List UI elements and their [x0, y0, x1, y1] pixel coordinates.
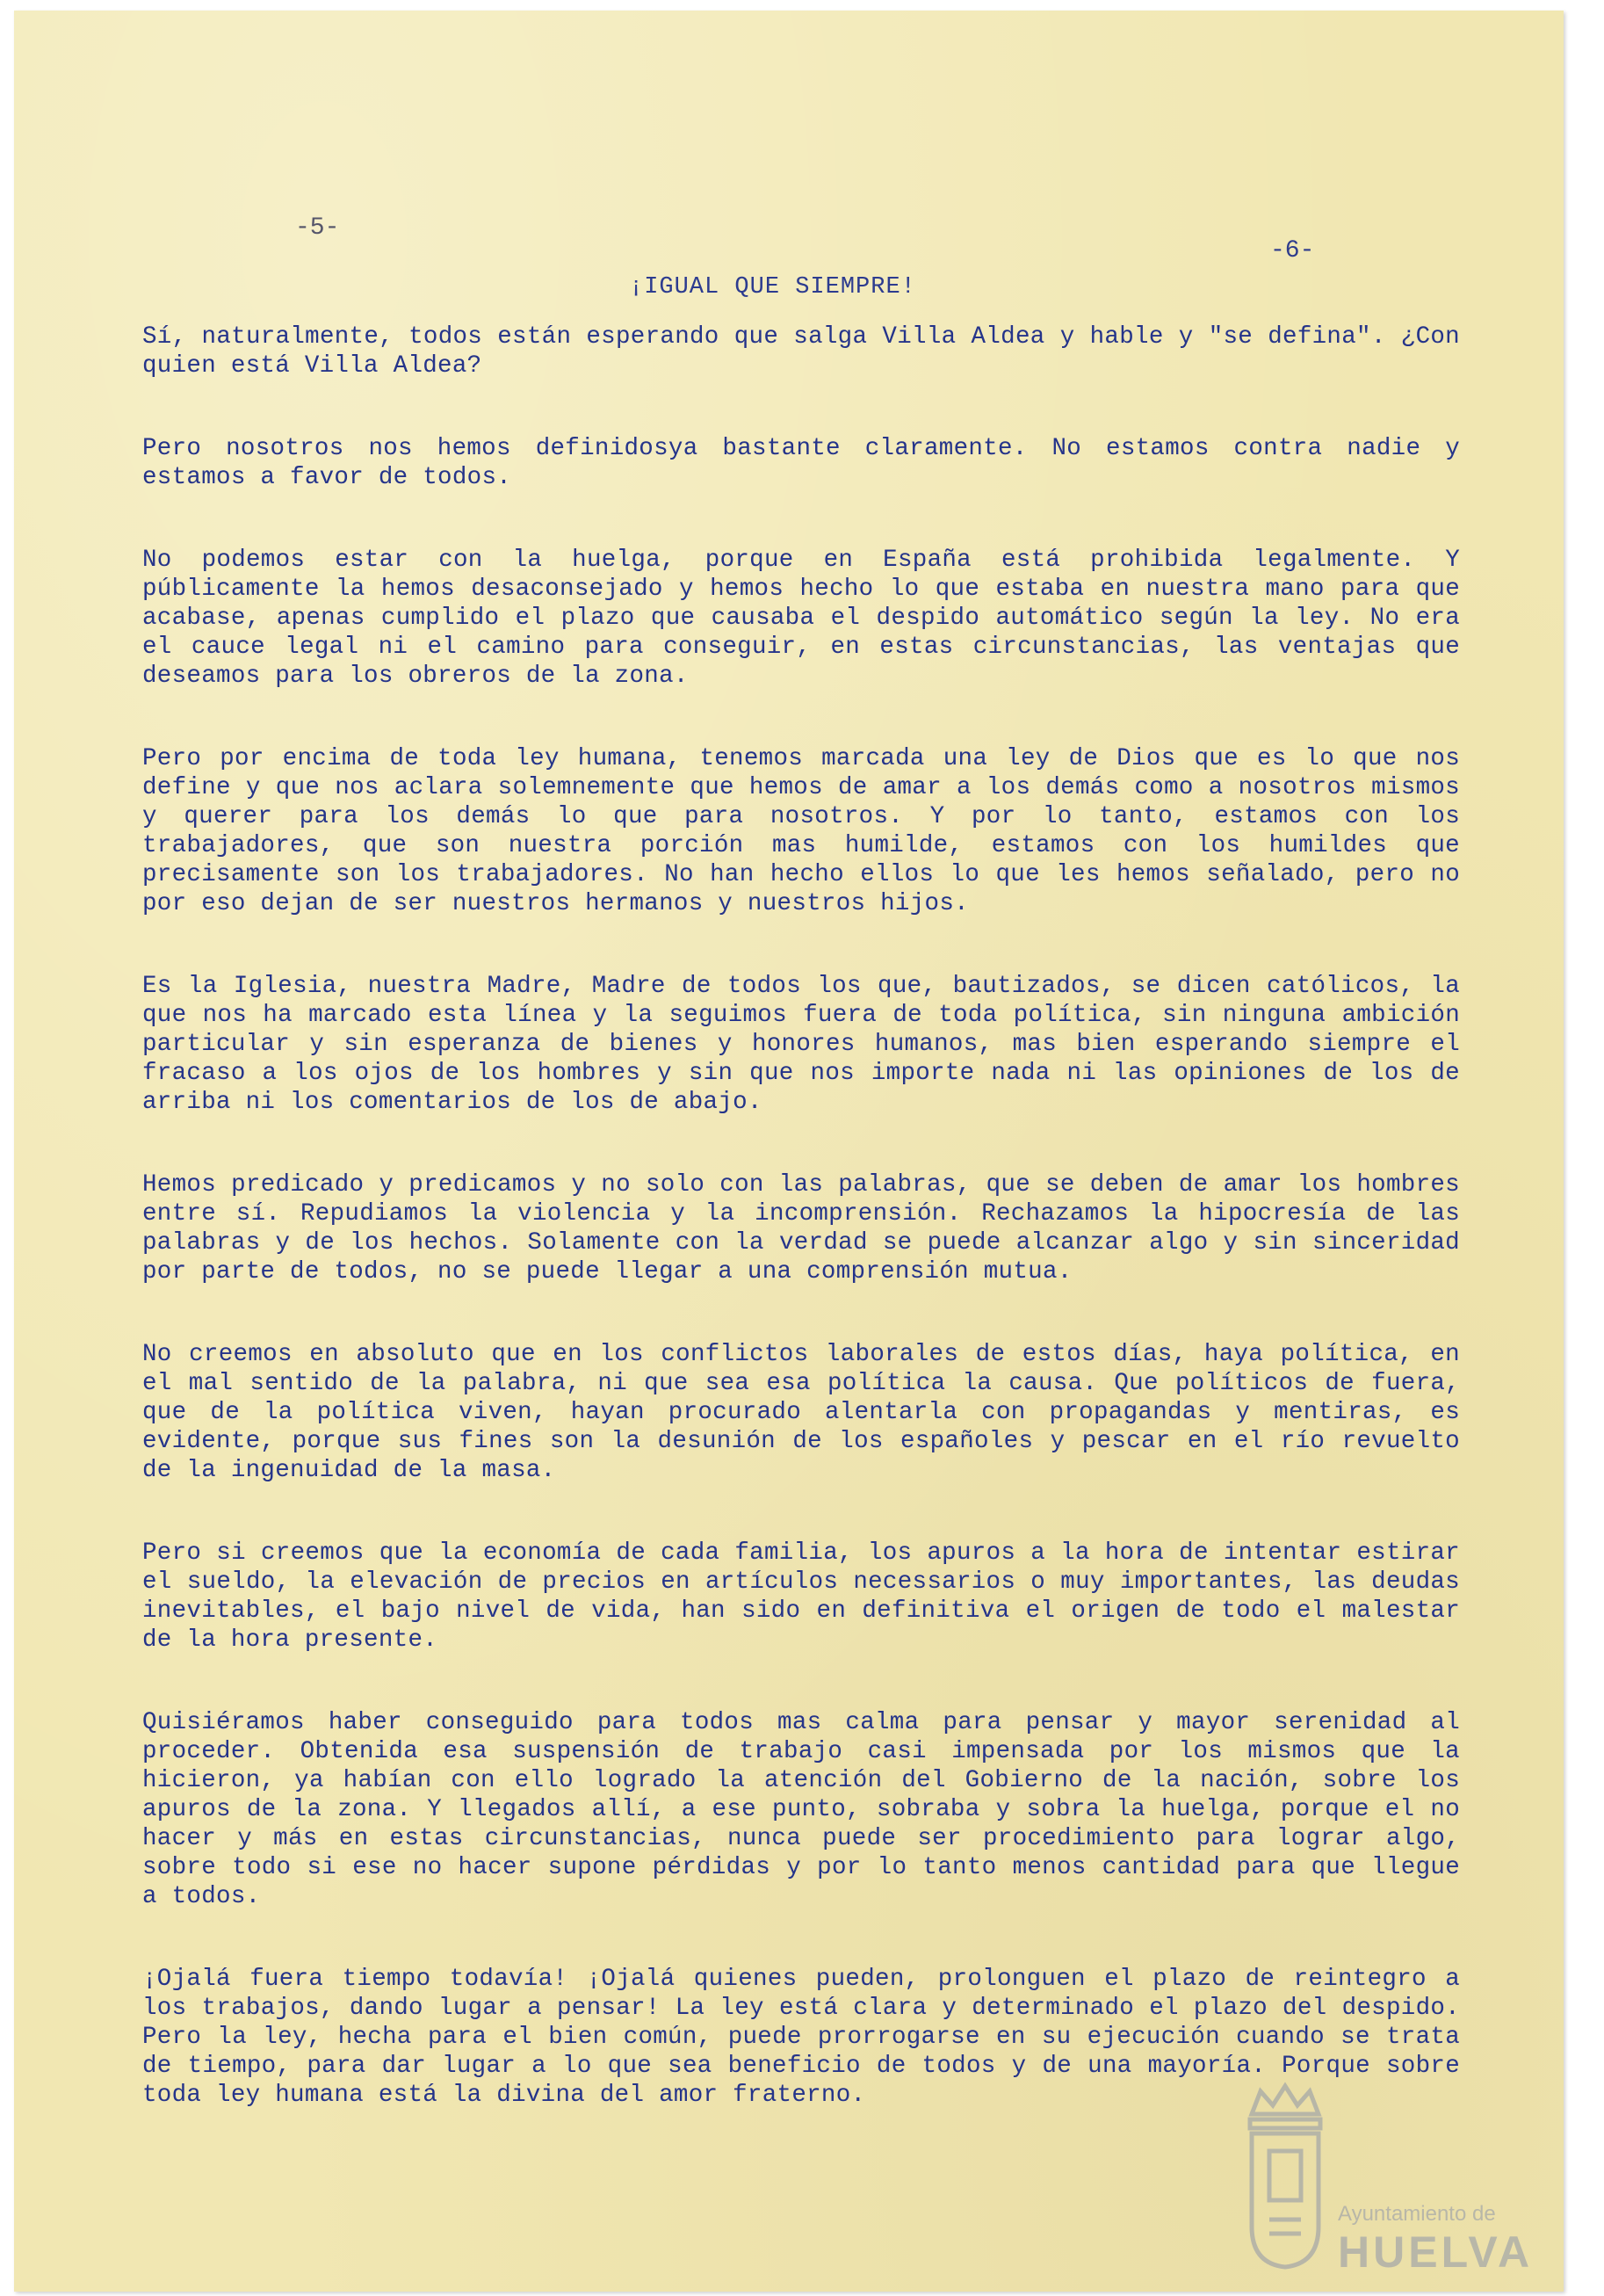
document-body	[142, 322, 1460, 2110]
paragraph-7: No creemos en absoluto que en los conflictos laborales de estos días, haya política, en el mal sentido de la palabra, ni que sea esa política la causa. Que políticos de fuera, que de la política viven, hayan procurado alentarla con propagandas y mentiras, es evidente, porque sus fines son la desunión de los españoles y pescar en el río revuelto de la ingenuidad de la masa.	[142, 1341, 1460, 1484]
document-title: ¡IGUAL QUE SIEMPRE!	[629, 274, 916, 301]
paragraph-8: Pero si creemos que la economía de cada familia, los apuros a la hora de intentar estirar el sueldo, la elevación de precios en artículos necessarios o muy importantes, las deudas inevitables, el bajo nivel de vida, han sido en definitiva el origen de todo el malestar de la hora presente.	[142, 1539, 1460, 1654]
paragraph-10: ¡Ojalá fuera tiempo todavía! ¡Ojalá quienes pueden, prolonguen el plazo de reintegro a los trabajos, dando lugar a pensar! La ley está clara y determinado el plazo del despido. Pero la ley, hecha para el bien común, puede prorrogarse en su ejecución cuando se trata de tiempo, para dar lugar a lo que sea beneficio de todos y de una mayoría. Porque sobre toda ley humana está la divina del amor fraterno.	[142, 1966, 1460, 2109]
paragraph-9: Quisiéramos haber conseguido para todos mas calma para pensar y mayor serenidad al proceder. Obtenida esa suspensión de trabajo casi impensada por los mismos que la hicieron, ya habían con ello logrado la atención del Gobierno de la nación, sobre los apuros de la zona. Y llegados allí, a ese punto, sobraba y sobra la huelga, porque el no hacer y más en estas circunstancias, nunca puede ser procedimiento para lograr algo, sobre todo si ese no hacer supone pérdidas y por lo tanto menos cantidad para que llegue a todos.	[142, 1709, 1460, 1910]
page-number-left: -5-	[295, 214, 340, 242]
paragraph-3: No podemos estar con la huelga, porque en España está prohibida legalmente. Y públicamente la hemos desaconsejado y hemos hecho lo que estaba en nuestra mano para que acabase, apenas cumplido el plazo que causaba el despido automático según la ley. No era el cauce legal ni el camino para conseguir, en estas circunstancias, las ventajas que deseamos para los obreros de la zona.	[142, 547, 1460, 690]
page-number: -6-	[1270, 237, 1315, 264]
watermark-line-1: Ayuntamiento de	[1338, 2202, 1496, 2226]
paragraph-2: Pero nosotros nos hemos definidosya bastante claramente. No estamos contra nadie y estamos a favor de todos.	[142, 435, 1460, 491]
document-sheet	[14, 11, 1564, 2292]
coat-of-arms-icon	[1243, 2079, 1327, 2272]
paragraph-1: Sí, naturalmente, todos están esperando que salga Villa Aldea y hable y "se defina". ¿Con quien está Villa Aldea?	[142, 323, 1460, 380]
paragraph-6: Hemos predicado y predicamos y no solo con las palabras, que se deben de amar los hombres entre sí. Repudiamos la violencia y la incomprensión. Rechazamos la hipocresía de las palabras y de los hechos. Solamente con la verdad se puede alcanzar algo y sin sinceridad por parte de todos, no se puede llegar a una comprensión mutua.	[142, 1171, 1460, 1286]
watermark-line-2: HUELVA	[1338, 2227, 1534, 2277]
paragraph-4: Pero por encima de toda ley humana, tenemos marcada una ley de Dios que es lo que nos define y que nos aclara solemnemente que hemos de amar a los demás como a nosotros mismos y querer para los demás lo que para nosotros. Y por lo tanto, estamos con los trabajadores, que son nuestra porción mas humilde, estamos con los humildes que precisamente son los trabajadores. No han hecho ellos lo que les hemos señalado, pero no por eso dejan de ser nuestros hermanos y nuestros hijos.	[142, 745, 1460, 917]
archive-watermark	[1225, 2074, 1568, 2285]
paragraph-5: Es la Iglesia, nuestra Madre, Madre de todos los que, bautizados, se dicen católicos, la que nos ha marcado esta línea y la seguimos fuera de toda política, sin ninguna ambición particular y sin esperanza de bienes y honores humanos, mas bien esperando siempre el fracaso a los ojos de los hombres y sin que nos importe nada ni las opiniones de los de arriba ni los comentarios de los de abajo.	[142, 973, 1460, 1116]
